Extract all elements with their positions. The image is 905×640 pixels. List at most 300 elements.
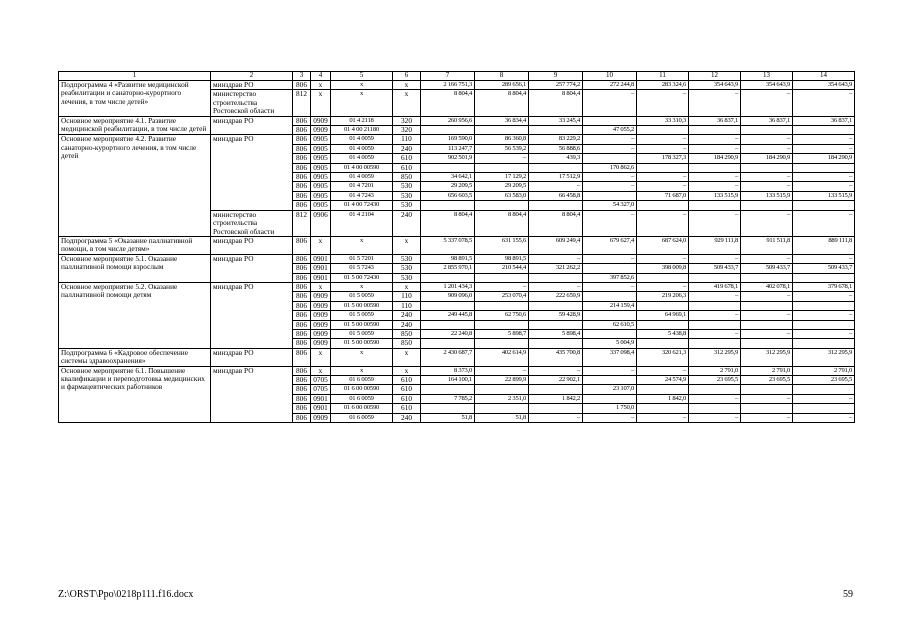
cell-year-2017: 283 324,6 [637, 81, 689, 90]
cell-total [421, 126, 475, 135]
cell-year-2019: 509 433,7 [741, 264, 793, 273]
cell-total: 8 804,4 [421, 210, 475, 236]
program-name-cell: Основное мероприятие 4.1. Развитие медицинской реабилитации, в том числе детей [59, 116, 211, 135]
cell-year-2014: 402 614,9 [475, 348, 529, 366]
cell-year-2016: – [583, 282, 637, 291]
cell-target-article: 01 6 0059 [331, 376, 393, 385]
cell-year-2014 [475, 301, 529, 310]
cell-year-2018 [689, 201, 741, 210]
cell-year-2018: 929 111,8 [689, 236, 741, 254]
cell-target-article: 01 5 0059 [331, 329, 393, 338]
cell-year-2019: 133 515,9 [741, 191, 793, 200]
table-row [59, 135, 855, 144]
cell-gov-code: 806 [293, 320, 311, 329]
cell-year-2016: – [583, 366, 637, 375]
cell-total: 2 166 751,3 [421, 81, 475, 90]
cell-year-2020: – [793, 135, 855, 144]
cell-year-2016 [583, 292, 637, 301]
cell-year-2020: 312 295,9 [793, 348, 855, 366]
cell-year-2017: 178 327,3 [637, 154, 689, 163]
cell-year-2017 [637, 126, 689, 135]
cell-gov-code: 812 [293, 90, 311, 116]
cell-year-2020: – [793, 413, 855, 422]
cell-year-2016: 1 750,0 [583, 404, 637, 413]
cell-year-2019: 312 295,9 [741, 348, 793, 366]
column-header: 8 [475, 72, 529, 81]
column-header: 12 [689, 72, 741, 81]
cell-total: 2 855 970,1 [421, 264, 475, 273]
cell-year-2015: 59 428,9 [529, 311, 583, 320]
cell-year-2016: 337 098,4 [583, 348, 637, 366]
cell-year-2020 [793, 404, 855, 413]
cell-expense-type: 530 [393, 273, 421, 282]
header-row [59, 72, 855, 81]
cell-gov-code: 806 [293, 135, 311, 144]
cell-gov-code: 812 [293, 210, 311, 236]
cell-expense-type: 240 [393, 320, 421, 329]
cell-gov-code: 806 [293, 413, 311, 422]
cell-target-article: 01 6 00 00590 [331, 404, 393, 413]
cell-section-code: x [311, 366, 331, 375]
cell-expense-type: 240 [393, 144, 421, 153]
cell-year-2019 [741, 273, 793, 282]
cell-year-2019: 2 791,0 [741, 366, 793, 375]
cell-year-2017: 219 206,3 [637, 292, 689, 301]
cell-total: 113 247,7 [421, 144, 475, 153]
cell-section-code: 0705 [311, 376, 331, 385]
cell-year-2014: 210 544,4 [475, 264, 529, 273]
cell-year-2014: 36 834,4 [475, 116, 529, 125]
cell-year-2015: 1 842,2 [529, 394, 583, 403]
cell-year-2016 [583, 264, 637, 273]
cell-year-2017: – [637, 210, 689, 236]
cell-year-2017 [637, 273, 689, 282]
cell-gov-code: 806 [293, 273, 311, 282]
cell-gov-code: 806 [293, 385, 311, 394]
cell-year-2016: 23 107,0 [583, 385, 637, 394]
cell-year-2015: 439,3 [529, 154, 583, 163]
cell-year-2019 [741, 301, 793, 310]
cell-target-article: x [331, 81, 393, 90]
column-header: 9 [529, 72, 583, 81]
cell-gov-code: 806 [293, 116, 311, 125]
cell-year-2016: 272 244,8 [583, 81, 637, 90]
cell-year-2015: – [529, 282, 583, 291]
cell-total: 260 956,6 [421, 116, 475, 125]
cell-target-article: 01 4 7243 [331, 191, 393, 200]
cell-total: 8 373,0 [421, 366, 475, 375]
cell-gov-code: 806 [293, 236, 311, 254]
cell-target-article: x [331, 366, 393, 375]
program-name-cell: Подпрограмма 6 «Кадровое обеспечение системы здравоохранения» [59, 348, 211, 366]
cell-year-2017 [637, 301, 689, 310]
cell-year-2020: 36 837,1 [793, 116, 855, 125]
cell-year-2020: – [793, 254, 855, 263]
cell-expense-type: 530 [393, 191, 421, 200]
cell-gov-code: 806 [293, 376, 311, 385]
executor-cell: минздрав РО [211, 254, 293, 282]
cell-year-2014: 98 891,5 [475, 254, 529, 263]
cell-year-2017 [637, 404, 689, 413]
cell-section-code: x [311, 236, 331, 254]
cell-year-2020: 133 515,9 [793, 191, 855, 200]
column-header: 11 [637, 72, 689, 81]
cell-year-2017: – [637, 182, 689, 191]
cell-year-2015 [529, 163, 583, 172]
table-row [59, 81, 855, 90]
cell-year-2020 [793, 201, 855, 210]
cell-year-2020 [793, 320, 855, 329]
cell-year-2015 [529, 404, 583, 413]
cell-year-2017: – [637, 282, 689, 291]
cell-total: 22 240,8 [421, 329, 475, 338]
cell-year-2018 [689, 273, 741, 282]
cell-year-2018: – [689, 311, 741, 320]
cell-year-2018: 2 791,0 [689, 366, 741, 375]
column-header: 4 [311, 72, 331, 81]
cell-year-2014 [475, 339, 529, 348]
cell-year-2017 [637, 339, 689, 348]
cell-year-2014: – [475, 282, 529, 291]
cell-year-2015: 5 898,4 [529, 329, 583, 338]
cell-year-2016: – [583, 90, 637, 116]
cell-year-2017 [637, 163, 689, 172]
cell-year-2019 [741, 404, 793, 413]
cell-section-code: 0905 [311, 191, 331, 200]
cell-gov-code: 806 [293, 348, 311, 366]
cell-year-2015 [529, 339, 583, 348]
cell-year-2018: – [689, 329, 741, 338]
cell-year-2020: 379 678,1 [793, 282, 855, 291]
cell-year-2015: 66 458,8 [529, 191, 583, 200]
cell-expense-type: 530 [393, 254, 421, 263]
executor-cell: минздрав РО [211, 282, 293, 348]
cell-year-2016: 679 627,4 [583, 236, 637, 254]
cell-total: 98 891,5 [421, 254, 475, 263]
cell-year-2020 [793, 163, 855, 172]
cell-year-2020: – [793, 182, 855, 191]
program-name-cell: Подпрограмма 4 «Развитие медицинской реабилитации и санаторно-курортного лечения, в том числе детей» [59, 81, 211, 117]
cell-gov-code: 806 [293, 173, 311, 182]
cell-target-article: 01 5 7201 [331, 254, 393, 263]
cell-expense-type: 610 [393, 154, 421, 163]
cell-year-2019: – [741, 182, 793, 191]
cell-expense-type: 610 [393, 163, 421, 172]
cell-section-code: x [311, 81, 331, 90]
cell-year-2015 [529, 273, 583, 282]
cell-expense-type: 110 [393, 292, 421, 301]
cell-total: 1 201 434,3 [421, 282, 475, 291]
cell-year-2019: 402 078,1 [741, 282, 793, 291]
column-header: 3 [293, 72, 311, 81]
cell-year-2014: – [475, 366, 529, 375]
cell-year-2019: – [741, 90, 793, 116]
cell-year-2020: 23 695,5 [793, 376, 855, 385]
executor-cell: минздрав РО [211, 366, 293, 422]
cell-year-2014 [475, 385, 529, 394]
cell-year-2014 [475, 126, 529, 135]
cell-gov-code: 806 [293, 311, 311, 320]
cell-year-2014: 8 804,4 [475, 90, 529, 116]
cell-year-2017 [637, 385, 689, 394]
cell-year-2015: – [529, 366, 583, 375]
cell-year-2014 [475, 163, 529, 172]
cell-year-2018: – [689, 292, 741, 301]
cell-year-2017: 24 574,9 [637, 376, 689, 385]
cell-expense-type: 320 [393, 126, 421, 135]
cell-year-2014 [475, 201, 529, 210]
cell-section-code: 0901 [311, 254, 331, 263]
cell-year-2019: – [741, 413, 793, 422]
cell-year-2019: – [741, 329, 793, 338]
cell-year-2014: 253 070,4 [475, 292, 529, 301]
cell-total [421, 320, 475, 329]
cell-section-code: 0909 [311, 292, 331, 301]
cell-year-2020 [793, 126, 855, 135]
cell-year-2016: 397 852,6 [583, 273, 637, 282]
cell-expense-type: x [393, 81, 421, 90]
cell-section-code: 0705 [311, 385, 331, 394]
cell-year-2018: – [689, 90, 741, 116]
cell-year-2015: 56 888,6 [529, 144, 583, 153]
program-name-cell: Основное мероприятие 6.1. Повышение квалификации и переподготовка медицинских и фармацевтических работников [59, 366, 211, 422]
cell-target-article: 01 5 00 00590 [331, 301, 393, 310]
cell-year-2014: 8 804,4 [475, 210, 529, 236]
cell-target-article: 01 4 00 00590 [331, 163, 393, 172]
cell-year-2016: – [583, 182, 637, 191]
cell-year-2017: 320 621,3 [637, 348, 689, 366]
cell-section-code: x [311, 282, 331, 291]
column-header: 7 [421, 72, 475, 81]
cell-year-2020: – [793, 144, 855, 153]
cell-target-article: x [331, 348, 393, 366]
cell-gov-code: 806 [293, 394, 311, 403]
cell-total: 51,8 [421, 413, 475, 422]
cell-year-2020: 509 433,7 [793, 264, 855, 273]
cell-target-article: 01 6 0059 [331, 394, 393, 403]
cell-year-2018: – [689, 413, 741, 422]
cell-year-2018 [689, 385, 741, 394]
cell-section-code: 0909 [311, 301, 331, 310]
cell-year-2015 [529, 385, 583, 394]
cell-year-2015: 321 262,2 [529, 264, 583, 273]
cell-total: 249 445,8 [421, 311, 475, 320]
table-row [59, 254, 855, 263]
cell-total: 2 430 687,7 [421, 348, 475, 366]
cell-year-2014: 22 899,9 [475, 376, 529, 385]
cell-year-2017: – [637, 413, 689, 422]
cell-year-2015: 33 245,4 [529, 116, 583, 125]
cell-year-2014: 289 656,1 [475, 81, 529, 90]
table-row [59, 348, 855, 366]
cell-target-article: 01 5 0059 [331, 311, 393, 320]
cell-expense-type: 110 [393, 301, 421, 310]
cell-year-2014: 17 129,2 [475, 173, 529, 182]
cell-year-2014 [475, 273, 529, 282]
cell-total: 5 337 078,5 [421, 236, 475, 254]
cell-year-2015: 8 804,4 [529, 90, 583, 116]
cell-year-2018: 36 837,1 [689, 116, 741, 125]
executor-cell: министерство строительства Ростовской области [211, 210, 293, 236]
cell-year-2015: – [529, 413, 583, 422]
cell-section-code: 0909 [311, 413, 331, 422]
cell-year-2015: 22 902,1 [529, 376, 583, 385]
cell-year-2015: 83 229,2 [529, 135, 583, 144]
budget-table [58, 71, 855, 423]
cell-year-2016 [583, 116, 637, 125]
cell-target-article: 01 4 0059 [331, 173, 393, 182]
cell-gov-code: 806 [293, 339, 311, 348]
cell-target-article: 01 5 00 00590 [331, 339, 393, 348]
cell-target-article: 01 5 00 00590 [331, 320, 393, 329]
cell-year-2019 [741, 201, 793, 210]
cell-year-2017: 5 438,8 [637, 329, 689, 338]
cell-year-2016: – [583, 173, 637, 182]
cell-target-article: 01 4 0059 [331, 154, 393, 163]
cell-expense-type: x [393, 90, 421, 116]
cell-total: 656 603,5 [421, 191, 475, 200]
cell-year-2018 [689, 163, 741, 172]
cell-year-2019: 354 643,9 [741, 81, 793, 90]
cell-expense-type: 850 [393, 329, 421, 338]
cell-year-2020: – [793, 173, 855, 182]
cell-gov-code: 806 [293, 366, 311, 375]
cell-year-2016: 54 327,0 [583, 201, 637, 210]
cell-year-2017: 398 009,8 [637, 264, 689, 273]
cell-year-2018: 509 433,7 [689, 264, 741, 273]
cell-year-2017: 687 624,0 [637, 236, 689, 254]
cell-year-2018: 184 290,9 [689, 154, 741, 163]
cell-gov-code: 806 [293, 81, 311, 90]
cell-year-2016 [583, 311, 637, 320]
cell-total: 34 642,1 [421, 173, 475, 182]
cell-year-2014: 86 360,8 [475, 135, 529, 144]
cell-year-2020: – [793, 311, 855, 320]
cell-expense-type: x [393, 366, 421, 375]
cell-year-2018 [689, 339, 741, 348]
cell-gov-code: 806 [293, 292, 311, 301]
cell-year-2019: 911 511,8 [741, 236, 793, 254]
cell-total [421, 201, 475, 210]
cell-year-2018: – [689, 182, 741, 191]
cell-section-code: 0909 [311, 126, 331, 135]
cell-total [421, 301, 475, 310]
cell-year-2017: – [637, 90, 689, 116]
cell-year-2020: 889 111,8 [793, 236, 855, 254]
cell-year-2018 [689, 126, 741, 135]
executor-cell: минздрав РО [211, 236, 293, 254]
cell-gov-code: 806 [293, 264, 311, 273]
cell-year-2019: – [741, 144, 793, 153]
cell-year-2019: – [741, 210, 793, 236]
column-header: 6 [393, 72, 421, 81]
cell-gov-code: 806 [293, 144, 311, 153]
cell-year-2016: – [583, 254, 637, 263]
cell-total: 169 590,0 [421, 135, 475, 144]
cell-year-2020 [793, 301, 855, 310]
cell-year-2018 [689, 320, 741, 329]
column-header: 14 [793, 72, 855, 81]
column-header: 2 [211, 72, 293, 81]
cell-total: 164 100,1 [421, 376, 475, 385]
cell-gov-code: 806 [293, 126, 311, 135]
cell-gov-code: 806 [293, 404, 311, 413]
executor-cell: минздрав РО [211, 135, 293, 210]
cell-gov-code: 806 [293, 191, 311, 200]
cell-section-code: 0909 [311, 320, 331, 329]
column-header: 1 [59, 72, 211, 81]
cell-target-article: 01 5 00 72430 [331, 273, 393, 282]
cell-expense-type: 610 [393, 385, 421, 394]
cell-year-2015: 435 700,8 [529, 348, 583, 366]
cell-expense-type: x [393, 236, 421, 254]
table-row [59, 282, 855, 291]
cell-section-code: 0901 [311, 264, 331, 273]
cell-section-code: 0906 [311, 210, 331, 236]
cell-year-2018: – [689, 254, 741, 263]
cell-year-2016 [583, 394, 637, 403]
table-row [59, 116, 855, 125]
cell-year-2015: 17 512,9 [529, 173, 583, 182]
cell-year-2020: – [793, 210, 855, 236]
cell-section-code: x [311, 90, 331, 116]
cell-expense-type: 110 [393, 135, 421, 144]
cell-section-code: 0905 [311, 201, 331, 210]
cell-total [421, 385, 475, 394]
cell-expense-type: 610 [393, 404, 421, 413]
cell-year-2020: 354 643,9 [793, 81, 855, 90]
cell-year-2017: – [637, 144, 689, 153]
cell-target-article: 01 4 00 21180 [331, 126, 393, 135]
cell-year-2015: 8 804,4 [529, 210, 583, 236]
cell-year-2019 [741, 339, 793, 348]
cell-year-2019: – [741, 311, 793, 320]
cell-year-2018: 312 295,9 [689, 348, 741, 366]
cell-section-code: 0905 [311, 154, 331, 163]
cell-year-2018: 23 695,5 [689, 376, 741, 385]
cell-section-code: 0905 [311, 163, 331, 172]
footer-file-path: Z:\ORST\Ppo\0218p111.f16.docx [58, 589, 194, 600]
cell-target-article: x [331, 90, 393, 116]
cell-year-2016: 170 862,6 [583, 163, 637, 172]
cell-year-2018: 133 515,9 [689, 191, 741, 200]
cell-year-2019: 23 695,5 [741, 376, 793, 385]
cell-year-2014: 51,8 [475, 413, 529, 422]
column-header: 5 [331, 72, 393, 81]
cell-gov-code: 806 [293, 154, 311, 163]
cell-section-code: 0909 [311, 339, 331, 348]
table-row [59, 236, 855, 254]
cell-year-2017: – [637, 254, 689, 263]
cell-year-2018: – [689, 144, 741, 153]
cell-expense-type: 240 [393, 210, 421, 236]
cell-year-2014: 29 209,5 [475, 182, 529, 191]
cell-year-2016: – [583, 135, 637, 144]
cell-year-2016: 47 055,2 [583, 126, 637, 135]
cell-year-2018: – [689, 210, 741, 236]
cell-target-article: 01 5 7243 [331, 264, 393, 273]
cell-section-code: 0905 [311, 182, 331, 191]
cell-target-article: x [331, 282, 393, 291]
cell-target-article: 01 6 0059 [331, 413, 393, 422]
cell-gov-code: 806 [293, 201, 311, 210]
cell-gov-code: 806 [293, 182, 311, 191]
cell-total [421, 404, 475, 413]
cell-expense-type: x [393, 348, 421, 366]
cell-year-2016: – [583, 210, 637, 236]
cell-expense-type: 530 [393, 201, 421, 210]
cell-total: 29 209,5 [421, 182, 475, 191]
